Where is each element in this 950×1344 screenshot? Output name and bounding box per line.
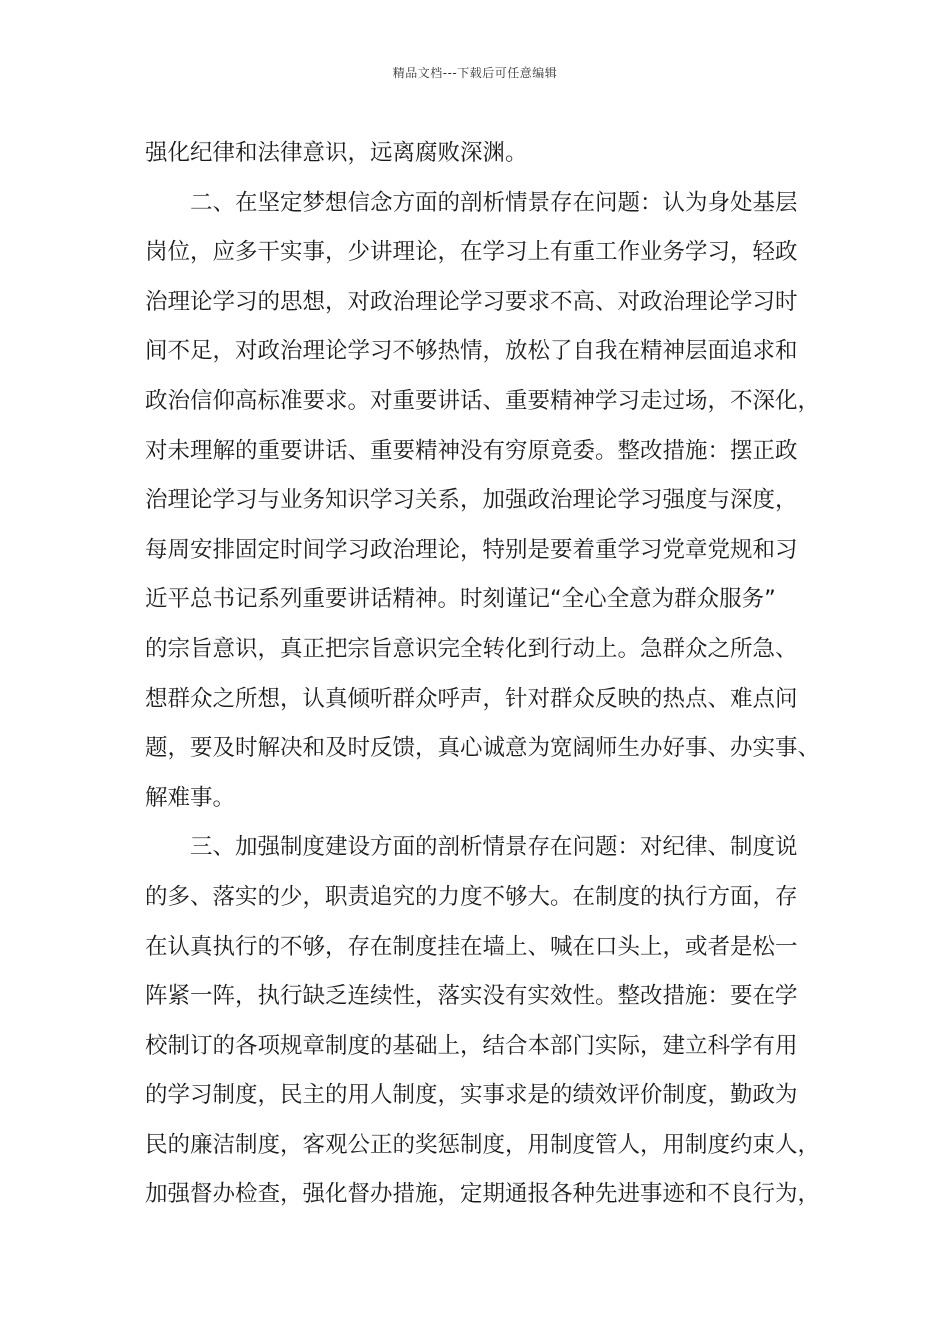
text-line: 治理论学习与业务知识学习关系，加强政治理论学习强度与深度， xyxy=(145,487,798,514)
text-line: 每周安排固定时间学习政治理论，特别是要着重学习党章党规和习 xyxy=(145,536,798,563)
text-line: 对未理解的重要讲话、重要精神没有穷原竟委。整改措施：摆正政 xyxy=(145,437,798,464)
text-line: 强化纪律和法律意识，远离腐败深渊。 xyxy=(145,140,528,166)
page-header: 精品文档---下载后可任意编辑 xyxy=(392,66,558,80)
text-line: 解难事。 xyxy=(145,784,236,811)
text-line: 校制订的各项规章制度的基础上，结合本部门实际，建立科学有用 xyxy=(145,1032,798,1059)
text-line: 治理论学习的思想，对政治理论学习要求不高、对政治理论学习时 xyxy=(145,288,798,315)
text-line: 的宗旨意识，真正把宗旨意识完全转化到行动上。急群众之所急、 xyxy=(145,635,798,662)
text-line: 的学习制度，民主的用人制度，实事求是的绩效评价制度，勤政为 xyxy=(145,1082,798,1109)
text-line: 岗位，应多干实事，少讲理论，在学习上有重工作业务学习，轻政 xyxy=(145,239,798,266)
document-body xyxy=(145,129,825,1220)
text-line: 加强督办检查，强化督办措施，定期通报各种先进事迹和不良行为， xyxy=(145,1181,821,1208)
text-line: 题，要及时解决和及时反馈，真心诚意为宽阔师生办好事、办实事、 xyxy=(145,735,821,762)
text-line: 民的廉洁制度，客观公正的奖惩制度，用制度管人，用制度约束人， xyxy=(145,1131,821,1158)
text-line: 想群众之所想，认真倾听群众呼声，针对群众反映的热点、难点问 xyxy=(145,685,798,712)
section-three-first-line: 三、加强制度建设方面的剖析情景存在问题：对纪律、制度说 xyxy=(190,834,798,861)
section-two-first-line: 二、在坚定梦想信念方面的剖析情景存在问题：认为身处基层 xyxy=(190,189,798,216)
text-line: 近平总书记系列重要讲话精神。时刻谨记“全心全意为群众服务” xyxy=(145,586,776,613)
text-line: 阵紧一阵，执行缺乏连续性，落实没有实效性。整改措施：要在学 xyxy=(145,983,798,1010)
text-line: 间不足，对政治理论学习不够热情，放松了自我在精神层面追求和 xyxy=(145,338,798,365)
text-line: 的多、落实的少，职责追究的力度不够大。在制度的执行方面，存 xyxy=(145,883,798,910)
text-line: 政治信仰高标准要求。对重要讲话、重要精神学习走过场，不深化， xyxy=(145,387,821,414)
text-line: 在认真执行的不够，存在制度挂在墙上、喊在口头上，或者是松一 xyxy=(145,933,798,960)
